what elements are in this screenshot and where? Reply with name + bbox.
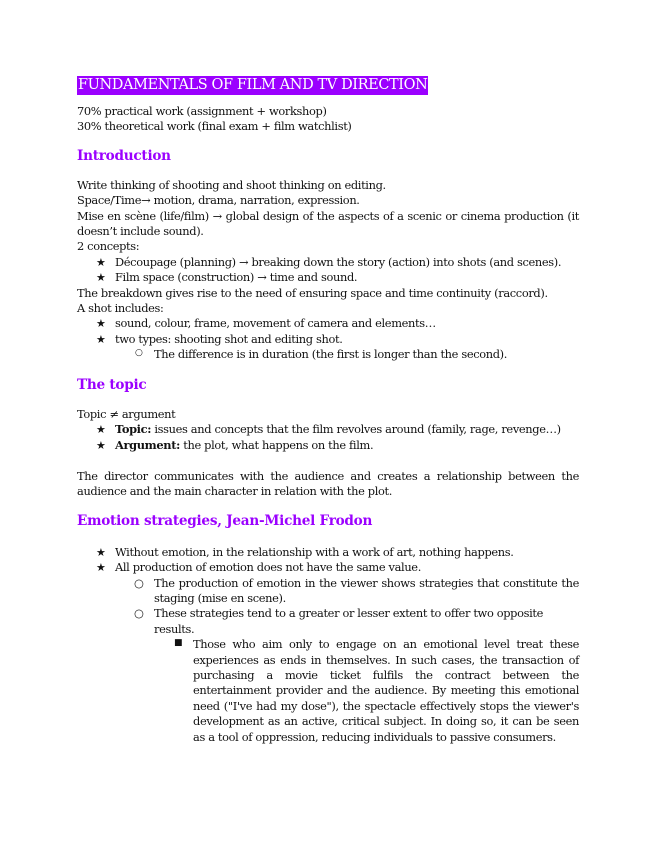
- list-item-text: Découpage (planning) → breaking down the story (action) into shots (and scenes).: [115, 254, 562, 269]
- paragraph: Write thinking of shooting and shoot thinking on editing.: [77, 177, 386, 192]
- star-bullet-icon: ★: [96, 271, 106, 285]
- list-item: [77, 560, 579, 575]
- list-item-text: The difference is in duration (the first is longer than the second).: [154, 347, 508, 362]
- term: Topic:: [115, 422, 152, 437]
- term: Argument:: [115, 437, 180, 452]
- list-item-text: issues and concepts that the film revolves around (family, rage, revenge…): [151, 422, 561, 437]
- star-bullet-icon: ★: [96, 255, 106, 269]
- star-bullet-icon: ★: [96, 332, 106, 346]
- paragraph: A shot includes:: [77, 301, 164, 316]
- list-item-text: All production of emotion does not have the same value.: [115, 560, 421, 575]
- list-item: [77, 545, 579, 560]
- star-bullet-icon: ★: [96, 561, 106, 575]
- list-item: [77, 347, 579, 362]
- document-title: FUNDAMENTALS OF FILM AND TV DIRECTION: [78, 77, 428, 93]
- list-item: [77, 438, 579, 453]
- section-heading-introduction: Introduction: [77, 147, 171, 164]
- list-item: [77, 270, 579, 285]
- paragraph: Mise en scène (life/film) → global design of the aspects of a scenic or cinema production (it doesn’t include sound).: [77, 208, 579, 239]
- list-item-text: These strategies tend to a greater or lesser extent to offer two opposite results.: [154, 606, 544, 636]
- list-item: [77, 332, 579, 347]
- paragraph: Topic ≠ argument: [77, 406, 176, 421]
- section-heading-topic: The topic: [77, 376, 147, 393]
- paragraph: Space/Time→ motion, drama, narration, expression.: [77, 193, 360, 208]
- section-heading-emotion: Emotion strategies, Jean-Michel Frodon: [77, 512, 373, 529]
- square-bullet-icon: ■: [174, 638, 183, 649]
- paragraph: The director communicates with the audience and creates a relationship between the audience and the main character in relation with the plot.: [77, 468, 579, 499]
- star-bullet-icon: ★: [96, 438, 106, 452]
- list-item-text: sound, colour, frame, movement of camera and elements…: [115, 316, 436, 331]
- paragraph: 2 concepts:: [77, 239, 140, 254]
- list-item-text: two types: shooting shot and editing shot.: [115, 331, 343, 346]
- shot-list: [77, 316, 579, 362]
- grading-line: 30% theoretical work (final exam + film watchlist): [77, 119, 352, 134]
- list-item: [77, 637, 579, 745]
- list-item-text: The production of emotion in the viewer shows strategies that constitute the staging (mise en scene).: [154, 575, 579, 605]
- emotion-list: [77, 545, 579, 745]
- list-item: [77, 255, 579, 270]
- topic-list: [77, 422, 579, 453]
- list-item-text: Those who aim only to engage on an emotional level treat these experiences as ends in themselves. In such cases, the transaction of purchasing a movie ticket fulfils the contract between the entertainment provider and the audience. By meeting this emotional need ("I've had my dose"), the spectacle effectively stops the viewer's development as an active, critical subject. In doing so, it can be seen as a tool of oppression, reducing individuals to passive consumers.: [193, 637, 579, 744]
- star-bullet-icon: ★: [96, 545, 106, 559]
- list-item: [77, 606, 579, 637]
- list-item: [77, 422, 579, 437]
- star-bullet-icon: ★: [96, 423, 106, 437]
- star-bullet-icon: ★: [96, 317, 106, 331]
- circle-bullet-icon: ○: [134, 575, 144, 590]
- list-item-text: Film space (construction) → time and sound.: [115, 270, 358, 285]
- list-item: [77, 576, 579, 607]
- grading-line: 70% practical work (assignment + workshop): [77, 104, 327, 118]
- document-page: [77, 76, 579, 745]
- list-item-text: the plot, what happens on the film.: [179, 437, 374, 452]
- concepts-list: [77, 255, 579, 286]
- circle-bullet-icon: ○: [134, 606, 144, 621]
- list-item-text: Without emotion, in the relationship with a work of art, nothing happens.: [115, 544, 514, 559]
- circle-bullet-icon: ○: [135, 348, 143, 359]
- list-item: [77, 316, 579, 331]
- paragraph: The breakdown gives rise to the need of ensuring space and time continuity (raccord).: [77, 285, 548, 300]
